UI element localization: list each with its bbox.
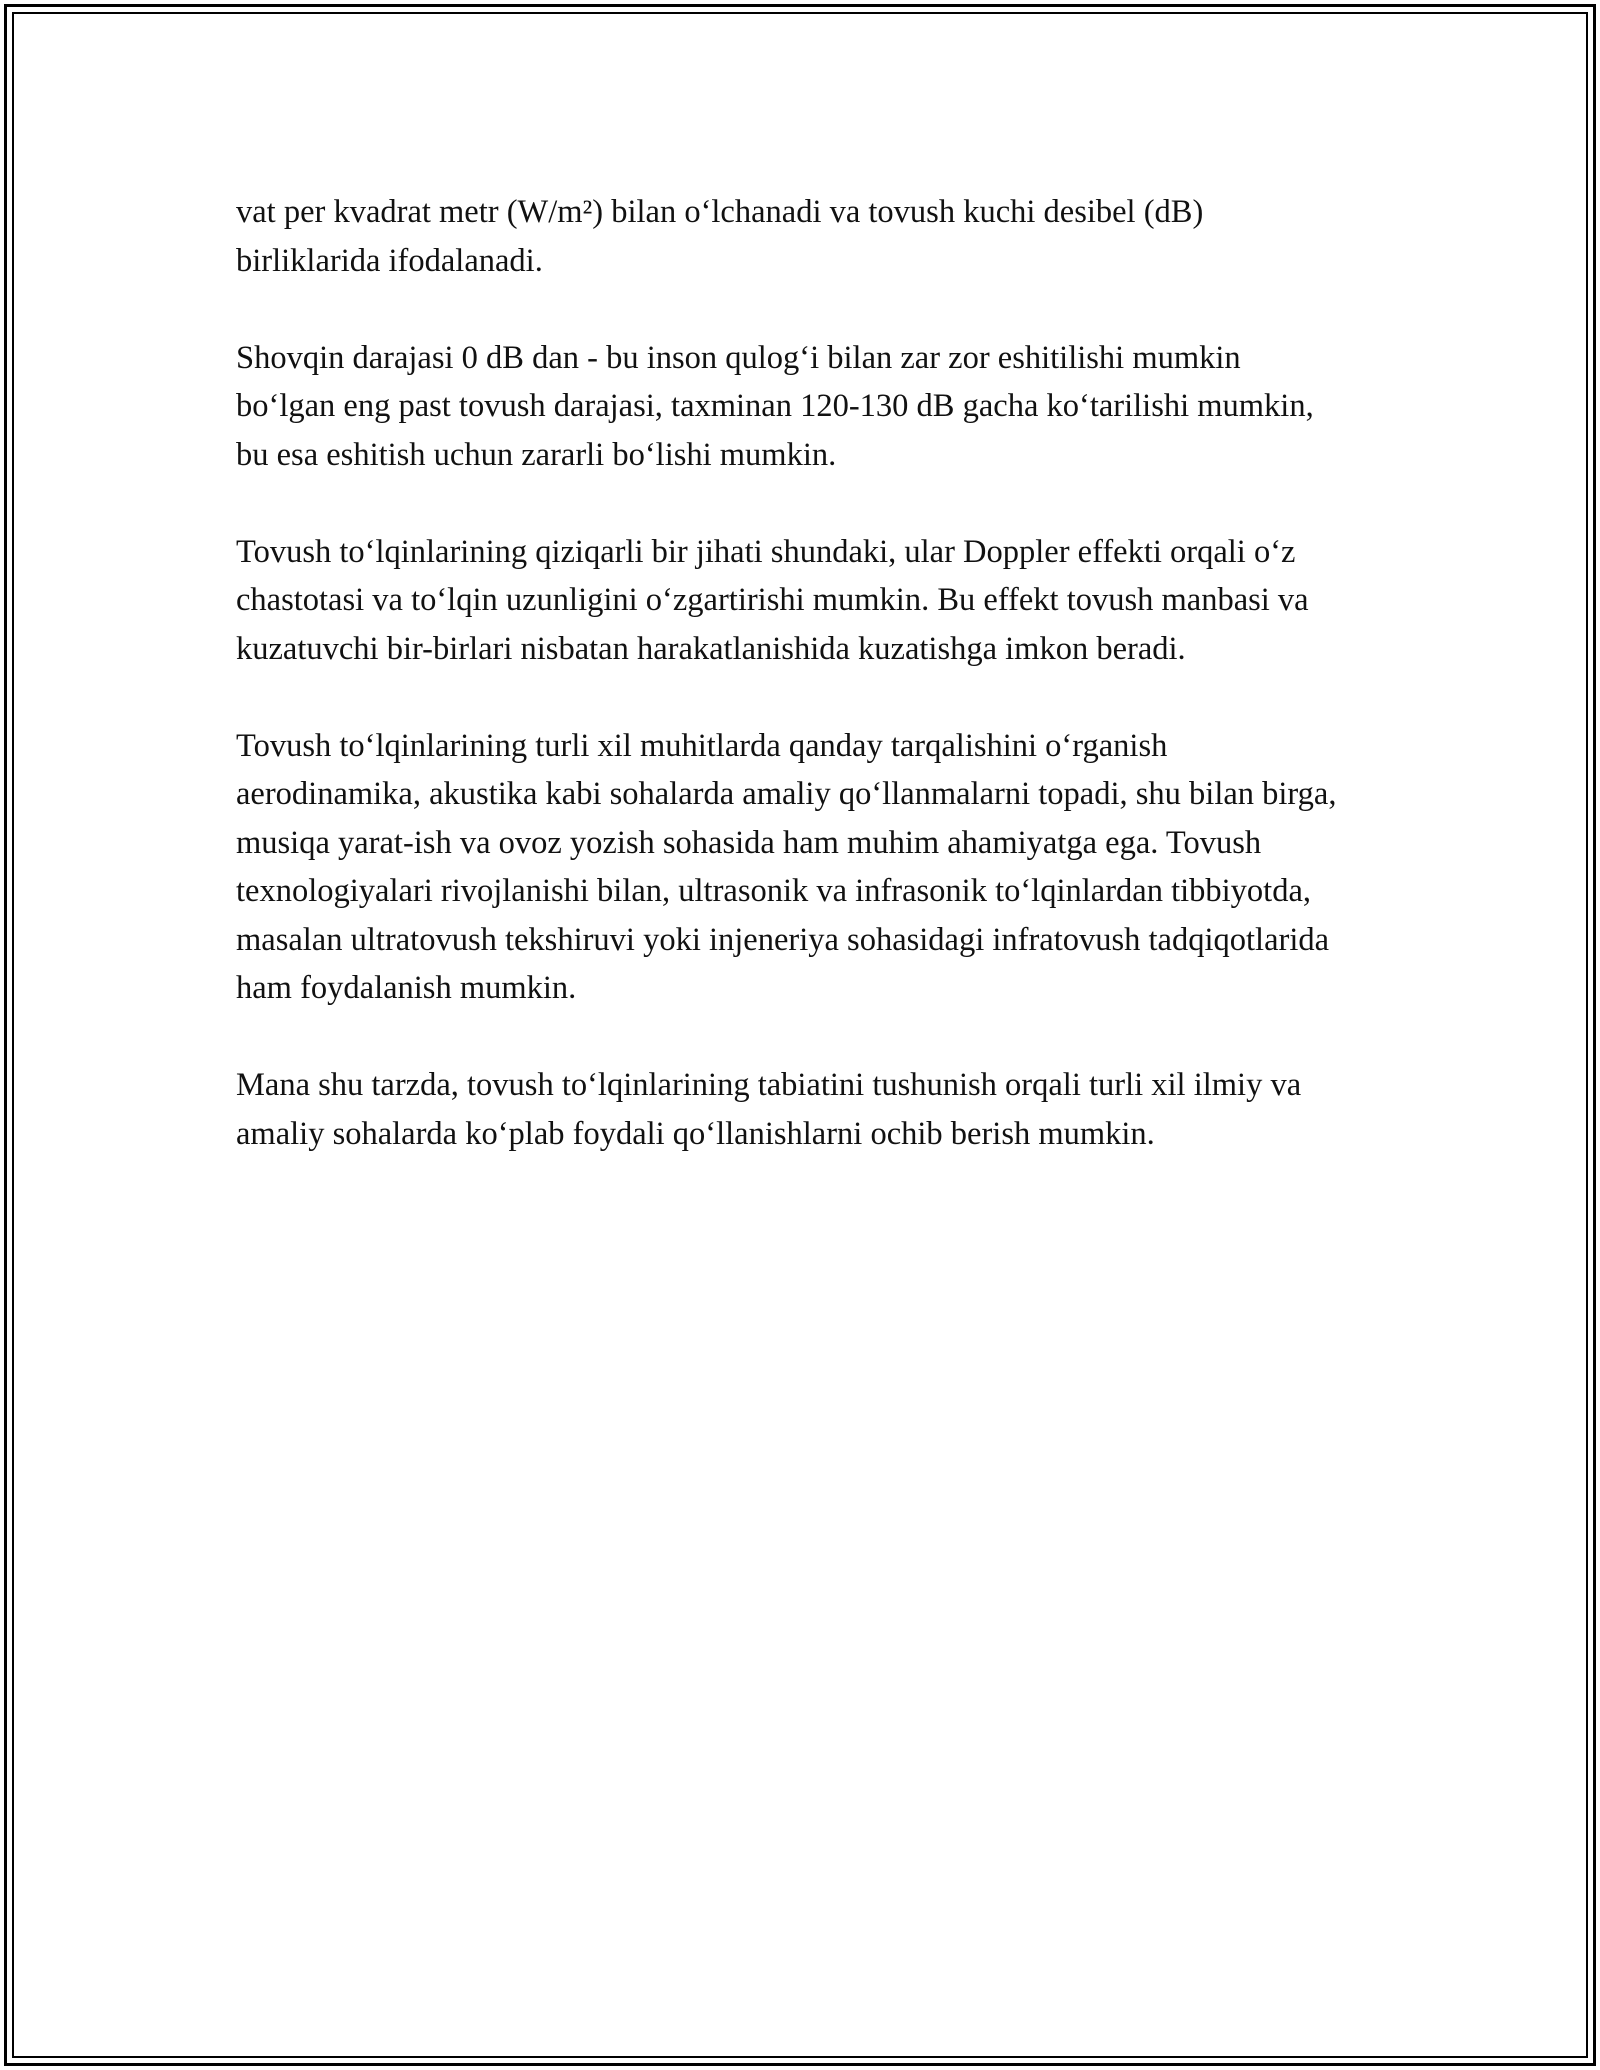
paragraph-applications: Tovush to‘lqinlarining turli xil muhitlarda qanday tarqalishini o‘rganish aerodinamika, akustika kabi sohalarda amaliy qo‘llanmalarni topadi, shu bilan birga, musiqa yarat-ish va ovoz yozish sohasida ham muhim ahamiyatga ega. Tovush texnologiyalari rivojlanishi bilan, ultrasonik va infrasonik to‘lqinlardan tibbiyotda, masalan ultratovush tekshiruvi yoki injeneriya sohasidagi infratovush tadqiqotlarida ham foydalanish mumkin. xyxy=(236,727,1337,1006)
paragraph-doppler-effect: Tovush to‘lqinlarining qiziqarli bir jihati shundaki, ular Doppler effekti orqali o‘z chastotasi va to‘lqin uzunligini o‘zgartirishi mumkin. Bu effekt tovush manbasi va kuzatuvchi bir-birlari nisbatan harakatlanishida kuzatishga imkon beradi. xyxy=(236,533,1309,667)
paragraph-conclusion: Mana shu tarzda, tovush to‘lqinlarining tabiatini tushunish orqali turli xil ilmiy va amaliy sohalarda ko‘plab foydali qo‘llanishlarni ochib berish mumkin. xyxy=(236,1067,1302,1152)
paragraph-sound-intensity: vat per kvadrat metr (W/m²) bilan o‘lchanadi va tovush kuchi desibel (dB) birliklarida ifodalanadi. xyxy=(236,194,1204,279)
document-body xyxy=(236,188,1346,1207)
paragraph-noise-level: Shovqin darajasi 0 dB dan - bu inson qulog‘i bilan zar zor eshitilishi mumkin bo‘lgan eng past tovush darajasi, taxminan 120-130 dB gacha ko‘tarilishi mumkin, bu esa eshitish uchun zararli bo‘lishi mumkin. xyxy=(236,339,1314,473)
